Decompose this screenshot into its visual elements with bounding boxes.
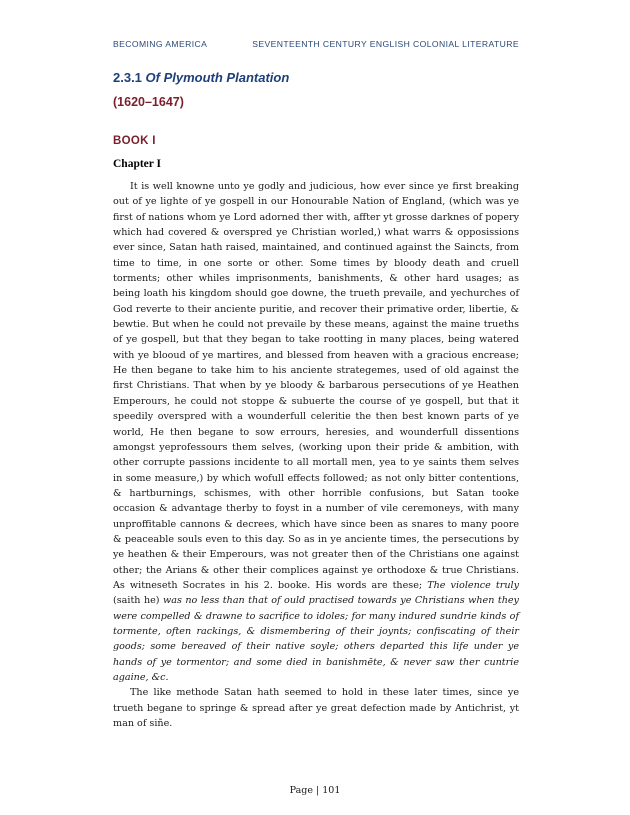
- body-text: [113, 179, 519, 731]
- quote-attribution: (saith he): [113, 595, 160, 607]
- header-section-title: SEVENTEENTH CENTURY ENGLISH COLONIAL LITERATURE: [252, 39, 519, 49]
- page-number: 101: [322, 785, 341, 796]
- page-footer: [0, 785, 630, 796]
- section-title: Of Plymouth Plantation: [145, 70, 290, 85]
- page-separator: |: [316, 785, 320, 796]
- page-label: Page: [289, 785, 313, 796]
- paragraph: [113, 179, 519, 685]
- section-dates: (1620–1647): [113, 95, 184, 109]
- header-book-title: BECOMING AMERICA: [113, 39, 208, 49]
- section-heading: [113, 70, 289, 85]
- quote-continuation: was no less than that of ould practised towards ye Christians when they were compelled & drawne to sacrifice to idoles; for many indured sundrie kinds of tormente, often rackings, & dismembering of their joynts; confiscating of their goods; some bereaved of their native soyle; others departed this life under ye hands of ye tormentor; and some died in banishmēte, & never saw ther cuntrie againe, &c.: [113, 595, 519, 683]
- paragraph: The like methode Satan hath seemed to hold in these later times, since ye trueth begane to springe & spread after ye great defection made by Antichrist, yt man of siñe.: [113, 687, 519, 730]
- quote-text: The violence truly: [427, 579, 519, 591]
- section-number: 2.3.1: [113, 70, 142, 85]
- book-heading: BOOK I: [113, 135, 156, 147]
- paragraph-text: It is well knowne unto ye godly and judicious, how ever since ye first breaking out of ye lighte of ye gospell in our Honourable Nation of England, (which was ye first of nations whom ye Lord adorned ther with, affter yt grosse darknes of popery which had covered & overspred ye Christian worled,) what warrs & opposissions ever since, Satan hath raised, maintained, and continued against the Saincts, from time to time, in one sorte or other. Some times by bloody death and cruell torments; other whiles imprisonments, banishments, & other hard usages; as being loath his kingdom should goe downe, the trueth prevaile, and yechurches of God reverte to their anciente puritie, and recover their primative order, libertie, & bewtie. But when he could not prevaile by these means, against the maine trueths of ye gospell, but that they began to take rootting in many places, being watered with ye blooud of ye martires, and blessed from heaven with a gracious encrease; He then begane to take him to his anciente strategemes, used of old against the first Christians. That when by ye bloody & barbarous persecutions of ye Heathen Emperours, he could not stoppe & subuerte the course of ye gospell, but that it speedily overspred with a wounderfull celeritie the then best known parts of ye world, He then begane to sow errours, heresies, and wounderfull dissentions amongst yeprofessours them selves, (working upon their pride & ambition, with other corrupte passions incidente to all mortall men, yea to ye saints them selves in some measure,) by which wofull effects followed; as not only bitter contentions, & hartburnings, schismes, with other horrible confusions, but Satan tooke occasion & advantage therby to foyst in a number of vile ceremoneys, with many unproffitable cannons & decrees, which have since been as snares to many poore & peaceable souls even to this day. So as in ye anciente times, the persecutions by ye heathen & their Emperours, was not greater then of the Christians one against other; the Arians & other their complices against ye orthodoxe & true Christians. As witneseth Socrates in his 2. booke. His words are these;: [113, 181, 519, 591]
- chapter-heading: Chapter I: [113, 158, 162, 170]
